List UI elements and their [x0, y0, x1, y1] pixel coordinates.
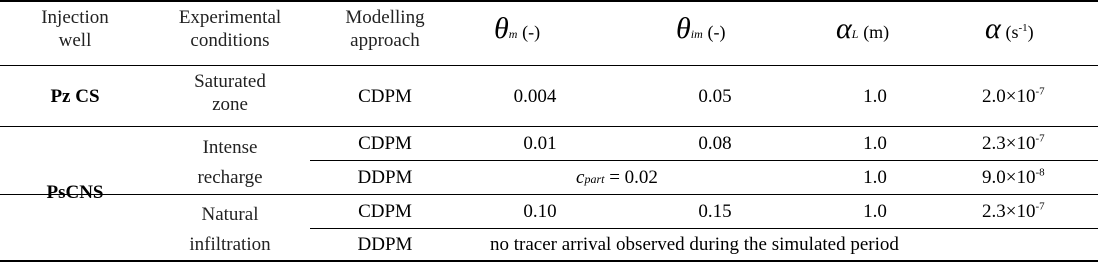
alpha-mantissa: 9.0×10 [982, 167, 1036, 188]
row2-rule [0, 194, 1098, 195]
header-rule [0, 65, 1098, 66]
well-pzcs: Pz CS [50, 86, 100, 107]
alpha-cell [982, 167, 1045, 189]
theta-m-unit: (-) [522, 22, 541, 42]
theta-m-cell: 0.01 [523, 133, 557, 154]
theta-im-subscript: im [690, 27, 703, 41]
header-theta-im [676, 14, 725, 44]
approach-cell: CDPM [358, 133, 412, 154]
alpha-symbol: α [985, 12, 1001, 45]
theta-symbol: θ [676, 12, 691, 45]
cell-text: Intense [202, 137, 258, 158]
alpha-l-cell: 1.0 [863, 133, 887, 154]
header-text: Modelling [345, 7, 425, 28]
alpha-l-cell: 1.0 [863, 167, 887, 188]
header-text: conditions [190, 30, 270, 51]
header-text: Experimental [178, 7, 282, 28]
alpha-cell [982, 133, 1045, 155]
theta-im-unit: (-) [707, 22, 726, 42]
conditions-intense-recharge [150, 133, 310, 193]
header-experimental-conditions [150, 6, 310, 52]
c-part-subscript: part [584, 172, 605, 186]
theta-m-cell: 0.004 [513, 86, 557, 107]
c-part-cell [576, 167, 658, 189]
header-modelling-approach [310, 6, 460, 52]
alpha-l-subscript: L [851, 27, 859, 41]
alpha-unit-exp: -1 [1018, 22, 1028, 34]
alpha-exponent: -7 [1035, 85, 1045, 98]
cell-text: Saturated [194, 71, 266, 92]
alpha-mantissa: 2.3×10 [982, 201, 1036, 222]
alpha-l-cell: 1.0 [863, 201, 887, 222]
alpha-unit-post: ) [1027, 22, 1034, 42]
top-rule [0, 0, 1098, 2]
alpha-mantissa: 2.3×10 [982, 133, 1036, 154]
alpha-exponent: -7 [1035, 132, 1045, 145]
header-injection-well [0, 6, 150, 52]
conditions-saturated-zone [150, 70, 310, 116]
approach-cell: CDPM [358, 86, 412, 107]
theta-im-cell: 0.08 [698, 133, 732, 154]
no-tracer-note: no tracer arrival observed during the simulated period [490, 234, 899, 255]
cell-text: infiltration [189, 234, 271, 255]
cell-text: zone [212, 94, 248, 115]
approach-cell: DDPM [357, 234, 413, 255]
header-alpha-l [836, 14, 889, 44]
alpha-cell [982, 86, 1045, 108]
row3-rule [310, 228, 1098, 229]
header-alpha [985, 14, 1034, 44]
c-part-symbol: c [576, 167, 585, 188]
header-theta-m [494, 14, 540, 44]
alpha-unit [1006, 22, 1034, 42]
alpha-exponent: -8 [1035, 166, 1045, 179]
theta-m-subscript: m [508, 27, 518, 41]
alpha-unit-pre: (s [1005, 22, 1019, 42]
cell-text: recharge [197, 167, 263, 188]
theta-symbol: θ [494, 12, 509, 45]
theta-im-cell: 0.15 [698, 201, 732, 222]
well-pscns: PsCNS [46, 182, 104, 203]
cell-text: Natural [201, 204, 259, 225]
alpha-mantissa: 2.0×10 [982, 86, 1036, 107]
c-part-value: = 0.02 [604, 167, 658, 188]
pzcs-bottom-rule [0, 126, 1098, 127]
row1-rule [310, 160, 1098, 161]
alpha-symbol: α [836, 12, 852, 45]
conditions-natural-infiltration [150, 200, 310, 260]
approach-cell: CDPM [358, 201, 412, 222]
approach-cell: DDPM [357, 167, 413, 188]
alpha-l-cell: 1.0 [863, 86, 887, 107]
header-text: Injection [41, 7, 109, 28]
alpha-cell [982, 201, 1045, 223]
header-text: well [58, 30, 92, 51]
theta-im-cell: 0.05 [698, 86, 732, 107]
alpha-l-unit: (m) [863, 22, 890, 42]
theta-m-cell: 0.10 [523, 201, 557, 222]
header-text: approach [350, 30, 420, 51]
alpha-exponent: -7 [1035, 200, 1045, 213]
